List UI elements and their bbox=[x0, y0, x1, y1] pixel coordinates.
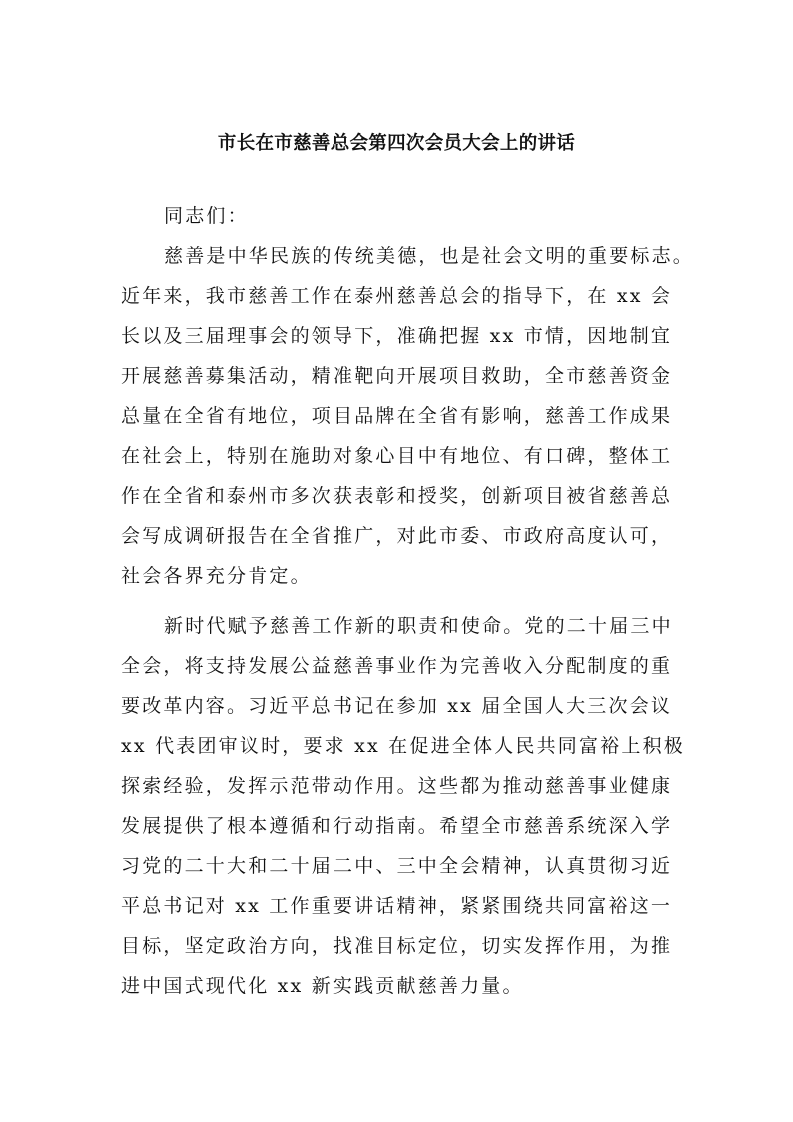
paragraph-line: 发展提供了根本遵循和行动指南。希望全市慈善系统深入学 bbox=[121, 815, 673, 837]
paragraph-line: 进中国式现代化 xx 新实践贡献慈善力量。 bbox=[121, 975, 524, 997]
paragraph-line: 社会各界充分肯定。 bbox=[121, 565, 312, 587]
paragraph-line: 长以及三届理事会的领导下，准确把握 xx 市情，因地制宜 bbox=[121, 325, 673, 347]
paragraph-line: 作在全省和泰州市多次获表彰和授奖，创新项目被省慈善总 bbox=[121, 485, 673, 507]
document-title: 市长在市慈善总会第四次会员大会上的讲话 bbox=[217, 133, 576, 154]
paragraph-line: 会写成调研报告在全省推广，对此市委、市政府高度认可， bbox=[121, 525, 673, 547]
paragraph-line: xx 代表团审议时，要求 xx 在促进全体人民共同富裕上积极 bbox=[121, 735, 685, 757]
paragraph-line: 近年来，我市慈善工作在泰州慈善总会的指导下，在 xx 会 bbox=[121, 285, 673, 307]
paragraph-line: 在社会上，特别在施助对象心目中有地位、有口碑，整体工 bbox=[121, 445, 673, 467]
paragraph-line: 平总书记对 xx 工作重要讲话精神，紧紧围绕共同富裕这一 bbox=[121, 895, 673, 917]
salutation: 同志们： bbox=[164, 205, 249, 227]
paragraph-line: 开展慈善募集活动，精准靶向开展项目救助，全市慈善资金 bbox=[121, 365, 673, 387]
paragraph-line: 总量在全省有地位，项目品牌在全省有影响，慈善工作成果 bbox=[121, 405, 673, 427]
paragraph-line: 要改革内容。习近平总书记在参加 xx 届全国人大三次会议 bbox=[121, 695, 673, 717]
paragraph-line: 目标，坚定政治方向，找准目标定位，切实发挥作用，为推 bbox=[121, 935, 673, 957]
paragraph-line: 习党的二十大和二十届二中、三中全会精神，认真贯彻习近 bbox=[121, 855, 673, 877]
paragraph-line: 探索经验，发挥示范带动作用。这些都为推动慈善事业健康 bbox=[121, 775, 673, 797]
paragraph-line: 全会，将支持发展公益慈善事业作为完善收入分配制度的重 bbox=[121, 655, 673, 677]
paragraph-line: 新时代赋予慈善工作新的职责和使命。党的二十届三中 bbox=[164, 615, 673, 637]
paragraph-line: 慈善是中华民族的传统美德，也是社会文明的重要标志。 bbox=[164, 245, 695, 267]
